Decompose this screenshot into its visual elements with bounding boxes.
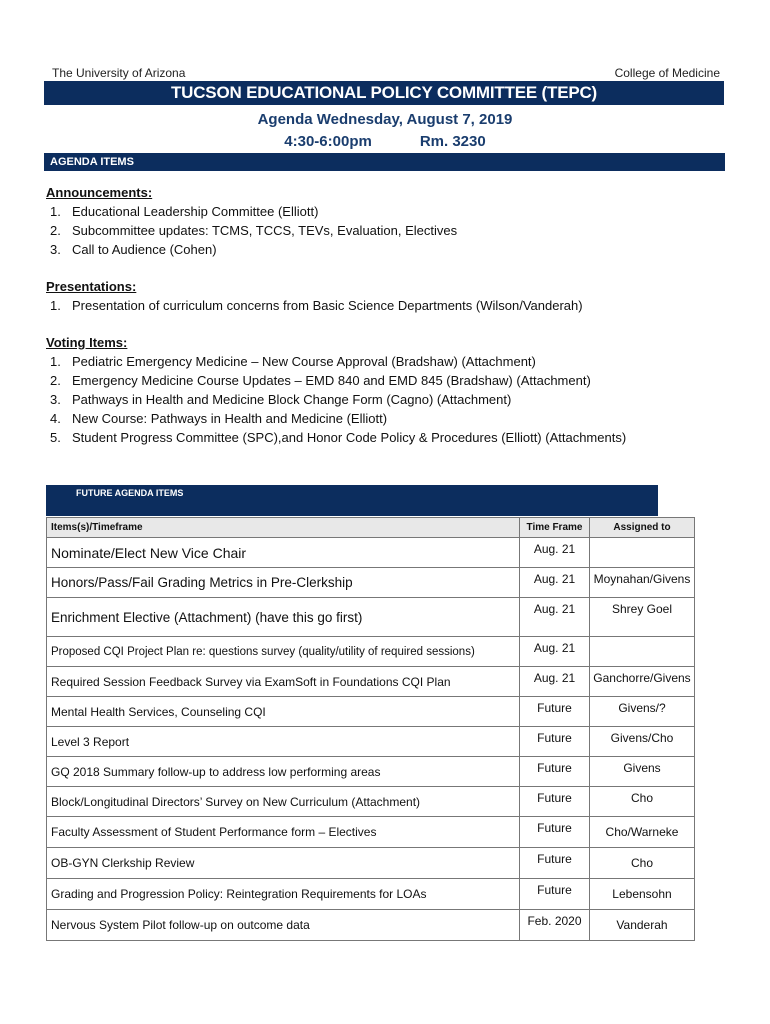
table-row [47,538,695,568]
assigned-cell [590,637,695,667]
item-cell: Proposed CQI Project Plan re: questions survey (quality/utility of required sessions) [47,637,520,667]
assigned-cell: Lebensohn [590,879,695,910]
item-number: 4. [50,411,61,426]
table-row [47,568,695,598]
announcement-item [46,202,457,221]
table-row [47,697,695,727]
voting-item [46,428,626,447]
meeting-time: 4:30-6:00pm [284,133,372,150]
item-text: Subcommittee updates: TCMS, TCCS, TEVs, Evaluation, Electives [72,223,458,238]
table-row [47,667,695,697]
header-time-frame: Time Frame [520,518,590,538]
item-cell: Block/Longitudinal Directors’ Survey on New Curriculum (Attachment) [47,787,520,817]
time-cell: Aug. 21 [520,538,590,568]
item-text: Educational Leadership Committee (Elliott) [72,204,319,219]
table-row [47,757,695,787]
table-row [47,637,695,667]
item-cell: Required Session Feedback Survey via ExamSoft in Foundations CQI Plan [47,667,520,697]
item-cell: Grading and Progression Policy: Reintegration Requirements for LOAs [47,879,520,910]
time-cell: Aug. 21 [520,568,590,598]
time-cell: Future [520,787,590,817]
item-number: 5. [50,430,61,445]
assigned-cell: Givens/Cho [590,727,695,757]
presentation-item [46,296,583,315]
item-number: 3. [50,392,61,407]
table-row [47,817,695,848]
voting-item [46,371,626,390]
presentations-section [46,277,583,315]
item-number: 2. [50,223,61,238]
voting-item [46,352,626,371]
agenda-date: Agenda Wednesday, August 7, 2019 [257,111,513,128]
future-agenda-bar: FUTURE AGENDA ITEMS [46,485,658,516]
time-cell: Aug. 21 [520,637,590,667]
assigned-cell: Vanderah [590,910,695,941]
table-row [47,910,695,941]
time-cell: Future [520,727,590,757]
header-row [52,66,720,82]
presentations-heading: Presentations: [46,279,137,294]
assigned-cell: Moynahan/Givens [590,568,695,598]
item-number: 3. [50,242,61,257]
meeting-room: Rm. 3230 [419,133,486,150]
item-text: New Course: Pathways in Health and Medicine (Elliott) [72,411,388,426]
voting-section [46,333,626,447]
item-cell: Faculty Assessment of Student Performance form – Electives [47,817,520,848]
item-number: 2. [50,373,61,388]
assigned-cell: Shrey Goel [590,598,695,637]
university-name: The University of Arizona [52,66,186,80]
item-cell: Level 3 Report [47,727,520,757]
item-cell: Mental Health Services, Counseling CQI [47,697,520,727]
table-row [47,598,695,637]
table-row [47,787,695,817]
time-cell: Future [520,697,590,727]
announcement-item [46,221,457,240]
item-text: Student Progress Committee (SPC),and Honor Code Policy & Procedures (Elliott) (Attachments) [72,430,627,445]
meeting-time-room [0,133,770,150]
table-header-row [47,518,695,538]
assigned-cell: Cho [590,848,695,879]
assigned-cell: Cho/Warneke [590,817,695,848]
item-cell: Nominate/Elect New Vice Chair [47,538,520,568]
future-agenda-table [46,517,695,941]
assigned-cell [590,538,695,568]
announcement-item [46,240,457,259]
table-row [47,727,695,757]
table-row [47,848,695,879]
assigned-cell: Givens/? [590,697,695,727]
item-number: 1. [50,298,61,313]
announcements-section [46,183,457,259]
voting-heading: Voting Items: [46,335,128,350]
time-cell: Feb. 2020 [520,910,590,941]
committee-title: TUCSON EDUCATIONAL POLICY COMMITTEE (TEPC) [44,81,724,105]
assigned-cell: Givens [590,757,695,787]
college-name: College of Medicine [614,66,720,80]
item-text: Call to Audience (Cohen) [72,242,217,257]
voting-item [46,390,626,409]
item-text: Pediatric Emergency Medicine – New Course Approval (Bradshaw) (Attachment) [72,354,536,369]
header-items: Items(s)/Timeframe [47,518,520,538]
item-cell: GQ 2018 Summary follow-up to address low performing areas [47,757,520,787]
time-cell: Future [520,848,590,879]
item-number: 1. [50,354,61,369]
item-cell: Honors/Pass/Fail Grading Metrics in Pre-Clerkship [47,568,520,598]
item-cell: Nervous System Pilot follow-up on outcome data [47,910,520,941]
announcements-heading: Announcements: [46,185,153,200]
assigned-cell: Cho [590,787,695,817]
item-text: Presentation of curriculum concerns from Basic Science Departments (Wilson/Vanderah) [72,298,583,313]
header-assigned-to: Assigned to [590,518,695,538]
agenda-items-bar: AGENDA ITEMS [44,153,725,171]
time-cell: Aug. 21 [520,598,590,637]
time-cell: Future [520,757,590,787]
item-text: Emergency Medicine Course Updates – EMD 840 and EMD 845 (Bradshaw) (Attachment) [72,373,591,388]
assigned-cell: Ganchorre/Givens [590,667,695,697]
time-cell: Aug. 21 [520,667,590,697]
item-cell: OB-GYN Clerkship Review [47,848,520,879]
table-row [47,879,695,910]
time-cell: Future [520,817,590,848]
voting-item [46,409,626,428]
item-cell: Enrichment Elective (Attachment) (have this go first) [47,598,520,637]
item-text: Pathways in Health and Medicine Block Change Form (Cagno) (Attachment) [72,392,512,407]
time-cell: Future [520,879,590,910]
item-number: 1. [50,204,61,219]
